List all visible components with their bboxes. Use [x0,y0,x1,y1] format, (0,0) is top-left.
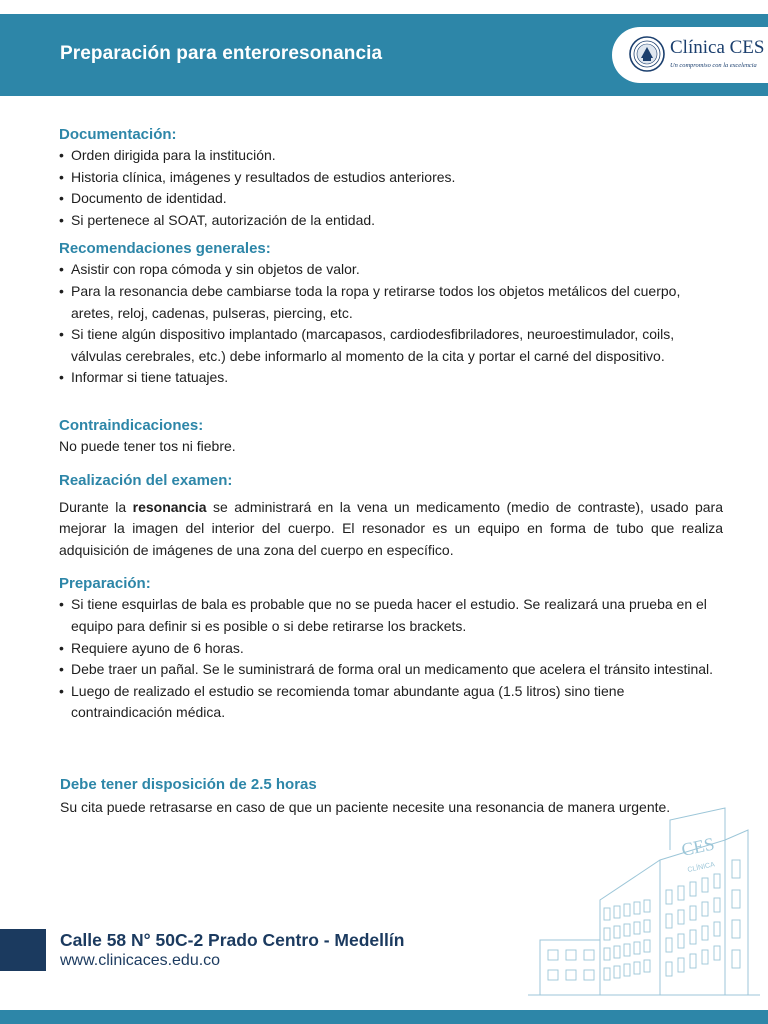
list-documentacion [59,145,723,231]
list-preparacion [59,594,723,724]
heading-preparacion: Preparación: [59,575,151,593]
list-item: • Informar si tiene tatuajes. [59,369,229,386]
heading-realizacion: Realización del examen: [59,471,233,489]
list-recomendaciones [59,259,723,389]
heading-contraindicaciones: Contraindicaciones: [59,416,204,434]
bottom-strip [0,1010,768,1024]
list-item: • Si tiene algún dispositivo implantado (marcapasos, cardiodesfibriladores, neuroestimulador, coils, válvulas cerebrales, etc.) debe informarlo al momento de la cita y portar el carné del dispositivo. [59,326,675,364]
logo-name: Clínica CES [670,37,765,58]
list-item: • Requiere ayuno de 6 horas. [59,639,244,656]
footer-accent-bar [0,929,46,971]
main-content [59,124,723,724]
list-item: • Si pertenece al SOAT, autorización de la entidad. [59,211,376,228]
building-illustration [520,800,768,1010]
list-item: • Historia clínica, imágenes y resultados de estudios anteriores. [59,168,456,185]
logo-tagline: Un compromiso con la excelencia [670,62,757,69]
list-item: • Documento de identidad. [59,190,227,207]
heading-documentacion: Documentación: [59,126,177,143]
website-link[interactable]: www.clinicaces.edu.co [60,952,221,969]
heading-recomendaciones: Recomendaciones generales: [59,240,271,258]
building-sign: CES [679,833,717,860]
list-item: • Si tiene esquirlas de bala es probable que no se pueda hacer el estudio. Se realizará una prueba en el equipo para definir si es posible o si debe retirarse los brackets. [59,596,707,634]
disposicion-text: Su cita puede retrasarse en caso de que un paciente necesite una resonancia de manera urgente. [60,799,671,815]
realizacion-text: Durante la resonancia se administrará en la vena un medicamento (medio de contraste), usado para mejorar la imagen del interior del cuerpo. El resonador es un equipo en forma de tubo que realiza adquisición de imágenes de una zona del cuerpo en específico. [59,498,723,558]
list-item: • Debe traer un pañal. Se le suministrará de forma oral un medicamento que acelera el tránsito intestinal. [59,661,714,678]
page-title: Preparación para enteroresonancia [60,43,383,64]
list-item: • Asistir con ropa cómoda y sin objetos de valor. [59,261,360,278]
seal-icon [629,36,665,72]
contraindicaciones-text: No puede tener tos ni fiebre. [59,437,236,454]
list-item: • Para la resonancia debe cambiarse toda la ropa y retirarse todos los objetos metálicos del cuerpo, aretes, reloj, cadenas, pulseras, piercing, etc. [59,282,681,321]
heading-disposicion: Debe tener disposición de 2.5 horas [60,776,317,793]
address: Calle 58 N° 50C-2 Prado Centro - Medellín [60,930,405,950]
building-sign-sub: CLÍNICA [686,861,716,874]
bold-term: resonancia [132,498,207,515]
clinic-logo [612,27,768,83]
list-item: • Luego de realizado el estudio se recomienda tomar abundante agua (1.5 litros) sino tiene contraindicación médica. [59,682,625,721]
header-banner [0,14,768,96]
list-item: • Orden dirigida para la institución. [59,147,276,163]
